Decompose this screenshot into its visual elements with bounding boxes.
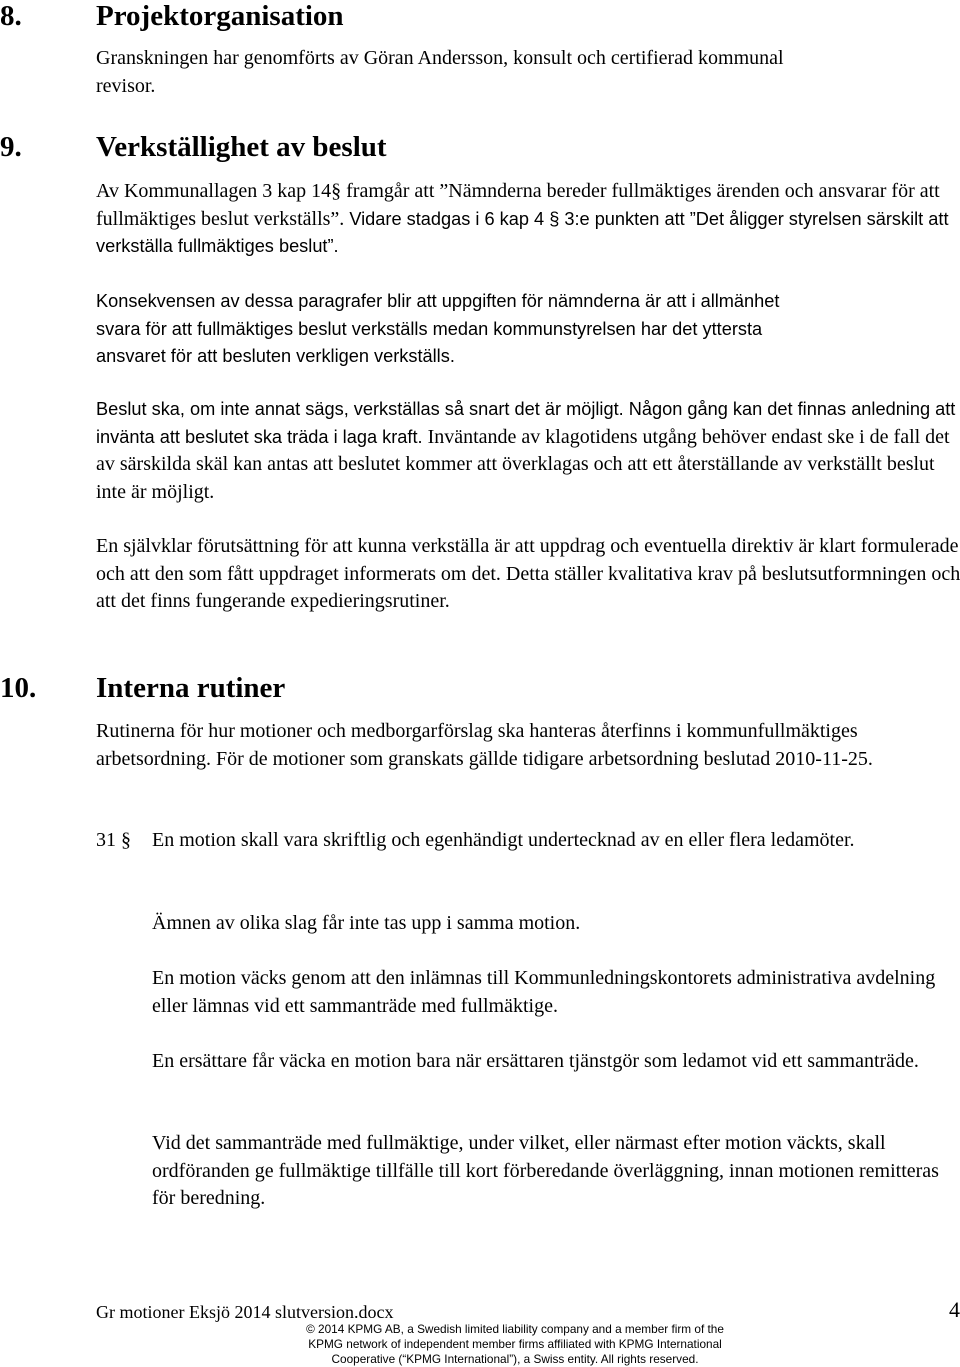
section-9-paragraph-2 bbox=[96, 288, 960, 371]
text-line: ansvaret för att besluten verkligen verkställs. bbox=[96, 346, 455, 367]
text-line: Granskningen har genomförts av Göran Andersson, konsult och certifierad kommunal bbox=[96, 47, 784, 69]
copyright-line: Cooperative (“KPMG International”), a Swiss entity. All rights reserved. bbox=[331, 1352, 699, 1366]
article-paragraph-5: Vid det sammanträde med fullmäktige, under vilket, eller närmast efter motion väckts, skall ordföranden ge fullmäktige tillfälle till kort förberedande överläggning, innan motionen remitteras för beredning. bbox=[152, 1132, 939, 1210]
section-number: 8. bbox=[0, 0, 22, 32]
section-title: Verkställighet av beslut bbox=[96, 131, 387, 163]
article-paragraph-4: En ersättare får väcka en motion bara när ersättaren tjänstgör som ledamot vid ett sammanträde. bbox=[152, 1050, 919, 1072]
section-title: Interna rutiner bbox=[96, 672, 286, 704]
text-line: revisor. bbox=[96, 74, 156, 97]
footer-filename: Gr motioner Eksjö 2014 slutversion.docx bbox=[96, 1302, 394, 1322]
section-9-paragraph-1 bbox=[96, 178, 960, 261]
article-paragraph-1: En motion skall vara skriftlig och egenhändigt undertecknad av en eller flera ledamöter. bbox=[152, 829, 855, 851]
text-line: Konsekvensen av dessa paragrafer blir att uppgiften för nämnderna är att i allmänhet bbox=[96, 291, 780, 311]
article-label: 31 § bbox=[96, 829, 131, 851]
paragraph-text-sans: Vidare stadgas i 6 kap 4 § 3:e punkten att ”Det åligger styrelsen särskilt att verkställa fullmäktiges beslut”. bbox=[96, 208, 949, 257]
text-line: svara för att fullmäktiges beslut verkställs medan kommunstyrelsen har det yttersta bbox=[96, 318, 763, 339]
section-9-paragraph-4: En självklar förutsättning för att kunna verkställa är att uppdrag och eventuella direktiv är klart formulerade och att den som fått uppdraget informerats om det. Detta ställer kvalitativa krav på beslutsutformningen och att det finns fungerande expedieringsrutiner. bbox=[96, 535, 960, 613]
section-9-paragraph-3 bbox=[96, 396, 960, 506]
paragraph-text-sans: Beslut ska, om inte annat sägs, verkställas så snart det är möjligt. Någon gång kan det finnas anledning att invänta att beslutet ska träda i laga kraft. bbox=[96, 399, 956, 447]
section-number: 9. bbox=[0, 131, 22, 163]
copyright-line: KPMG network of independent member firms affiliated with KPMG International bbox=[308, 1337, 722, 1351]
section-10-paragraph-1: Rutinerna för hur motioner och medborgarförslag ska hanteras återfinns i kommunfullmäktiges arbetsordning. För de motioner som granskats gällde tidigare arbetsordning beslutad 2010-11-25. bbox=[96, 720, 873, 770]
paragraph-text-serif: Inväntande av klagotidens utgång behöver endast ske i de fall det av särskilda skäl kan antas att beslutet kommer att överklagas och att ett återställande av verkställt beslut inte är möjligt. bbox=[96, 425, 950, 503]
section-title: Projektorganisation bbox=[96, 0, 344, 32]
article-paragraph-3: En motion väcks genom att den inlämnas till Kommunledningskontorets administrativa avdelning eller lämnas vid ett sammanträde med fullmäktige. bbox=[152, 967, 936, 1017]
copyright-line: © 2014 KPMG AB, a Swedish limited liability company and a member firm of the bbox=[306, 1322, 724, 1336]
footer-copyright bbox=[295, 1322, 735, 1367]
page-number: 4 bbox=[949, 1297, 960, 1322]
article-paragraph-2: Ämnen av olika slag får inte tas upp i samma motion. bbox=[152, 912, 581, 934]
section-number: 10. bbox=[0, 672, 37, 704]
paragraph-text-serif: Av Kommunallagen 3 kap 14§ framgår att ”Nämnderna bereder fullmäktiges ärenden och ansvarar för att fullmäktiges beslut verkställs”. bbox=[96, 180, 940, 230]
section-8-body bbox=[96, 45, 960, 100]
